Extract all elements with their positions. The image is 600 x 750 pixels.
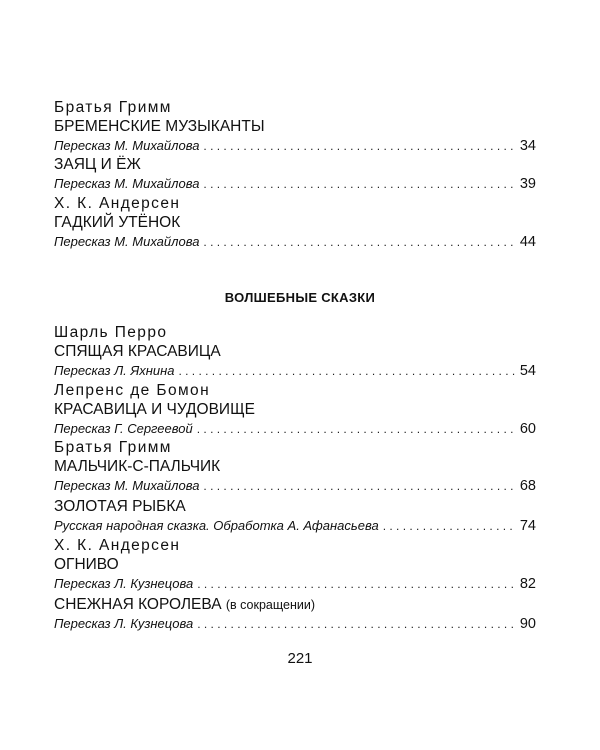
entry-title [54, 213, 536, 232]
entry-title [54, 342, 536, 361]
toc-entry [54, 381, 536, 438]
dot-leader [178, 362, 515, 381]
dot-leader [203, 137, 515, 156]
entry-line [54, 174, 536, 193]
entry-title-text: ОГНИВО [54, 556, 119, 573]
entry-author: Братья Гримм [54, 99, 172, 116]
entry-title-text: БРЕМЕНСКИЕ МУЗЫКАНТЫ [54, 118, 265, 135]
entry-title-text: МАЛЬЧИК-С-ПАЛЬЧИК [54, 458, 221, 475]
entry-title [54, 555, 536, 574]
entry-line [54, 136, 536, 155]
entry-description: Пересказ М. Михайлова [54, 478, 200, 493]
dot-leader [203, 477, 515, 496]
entry-title-text: СНЕЖНАЯ КОРОЛЕВА [54, 596, 222, 613]
entry-title [54, 497, 536, 516]
dot-leader [383, 517, 516, 536]
dot-leader [197, 420, 516, 439]
entry-author: Шарль Перро [54, 324, 168, 341]
entry-title [54, 400, 536, 419]
entry-line [54, 476, 536, 495]
section-heading: ВОЛШЕБНЫЕ СКАЗКИ [224, 290, 376, 305]
page-number: 221 [287, 650, 313, 667]
entry-description: Пересказ Г. Сергеевой [54, 421, 193, 436]
entry-title-text: ЗАЯЦ И ЁЖ [54, 156, 141, 173]
entry-page-number: 74 [519, 518, 536, 534]
toc-entry [54, 323, 536, 380]
entry-author: Братья Гримм [54, 439, 172, 456]
entry-line [54, 419, 536, 438]
entry-line [54, 516, 536, 535]
toc-entry [54, 438, 536, 495]
toc-entry [54, 155, 536, 193]
entry-title-note: (в сокращении) [225, 598, 315, 612]
entry-title [54, 595, 536, 614]
toc-entry [54, 497, 536, 535]
entry-title [54, 117, 536, 136]
entry-title-text: СПЯЩАЯ КРАСАВИЦА [54, 343, 221, 360]
entry-line [54, 361, 536, 380]
toc-entry [54, 194, 536, 251]
entry-title-text: ЗОЛОТАЯ РЫБКА [54, 498, 186, 515]
toc-entry [54, 98, 536, 155]
entry-page-number: 68 [519, 478, 536, 494]
entry-page-number: 54 [519, 363, 536, 379]
entry-title [54, 457, 536, 476]
entry-title-text: КРАСАВИЦА И ЧУДОВИЩЕ [54, 401, 255, 418]
toc-entry [54, 536, 536, 593]
entry-description: Пересказ М. Михайлова [54, 176, 200, 191]
entry-page-number: 44 [519, 234, 536, 250]
entry-title-text: ГАДКИЙ УТЁНОК [54, 214, 181, 231]
dot-leader [197, 615, 516, 634]
dot-leader [203, 175, 515, 194]
entry-page-number: 60 [519, 421, 536, 437]
entry-line [54, 614, 536, 633]
entry-author: Х. К. Андерсен [54, 195, 181, 212]
entry-description: Пересказ Л. Яхнина [54, 363, 175, 378]
entry-author: Х. К. Андерсен [54, 537, 181, 554]
entry-author: Лепренс де Бомон [54, 382, 211, 399]
entry-page-number: 34 [519, 138, 536, 154]
entry-page-number: 39 [519, 176, 536, 192]
entry-line [54, 574, 536, 593]
entry-title [54, 155, 536, 174]
entry-description: Пересказ М. Михайлова [54, 234, 200, 249]
entry-page-number: 82 [519, 576, 536, 592]
entry-description: Пересказ Л. Кузнецова [54, 616, 194, 631]
entry-page-number: 90 [519, 616, 536, 632]
dot-leader [203, 233, 515, 252]
toc-entry [54, 595, 536, 633]
entry-line [54, 232, 536, 251]
entry-description: Русская народная сказка. Обработка А. Афанасьева [54, 518, 379, 533]
entry-description: Пересказ Л. Кузнецова [54, 576, 194, 591]
entry-description: Пересказ М. Михайлова [54, 138, 200, 153]
dot-leader [197, 575, 516, 594]
